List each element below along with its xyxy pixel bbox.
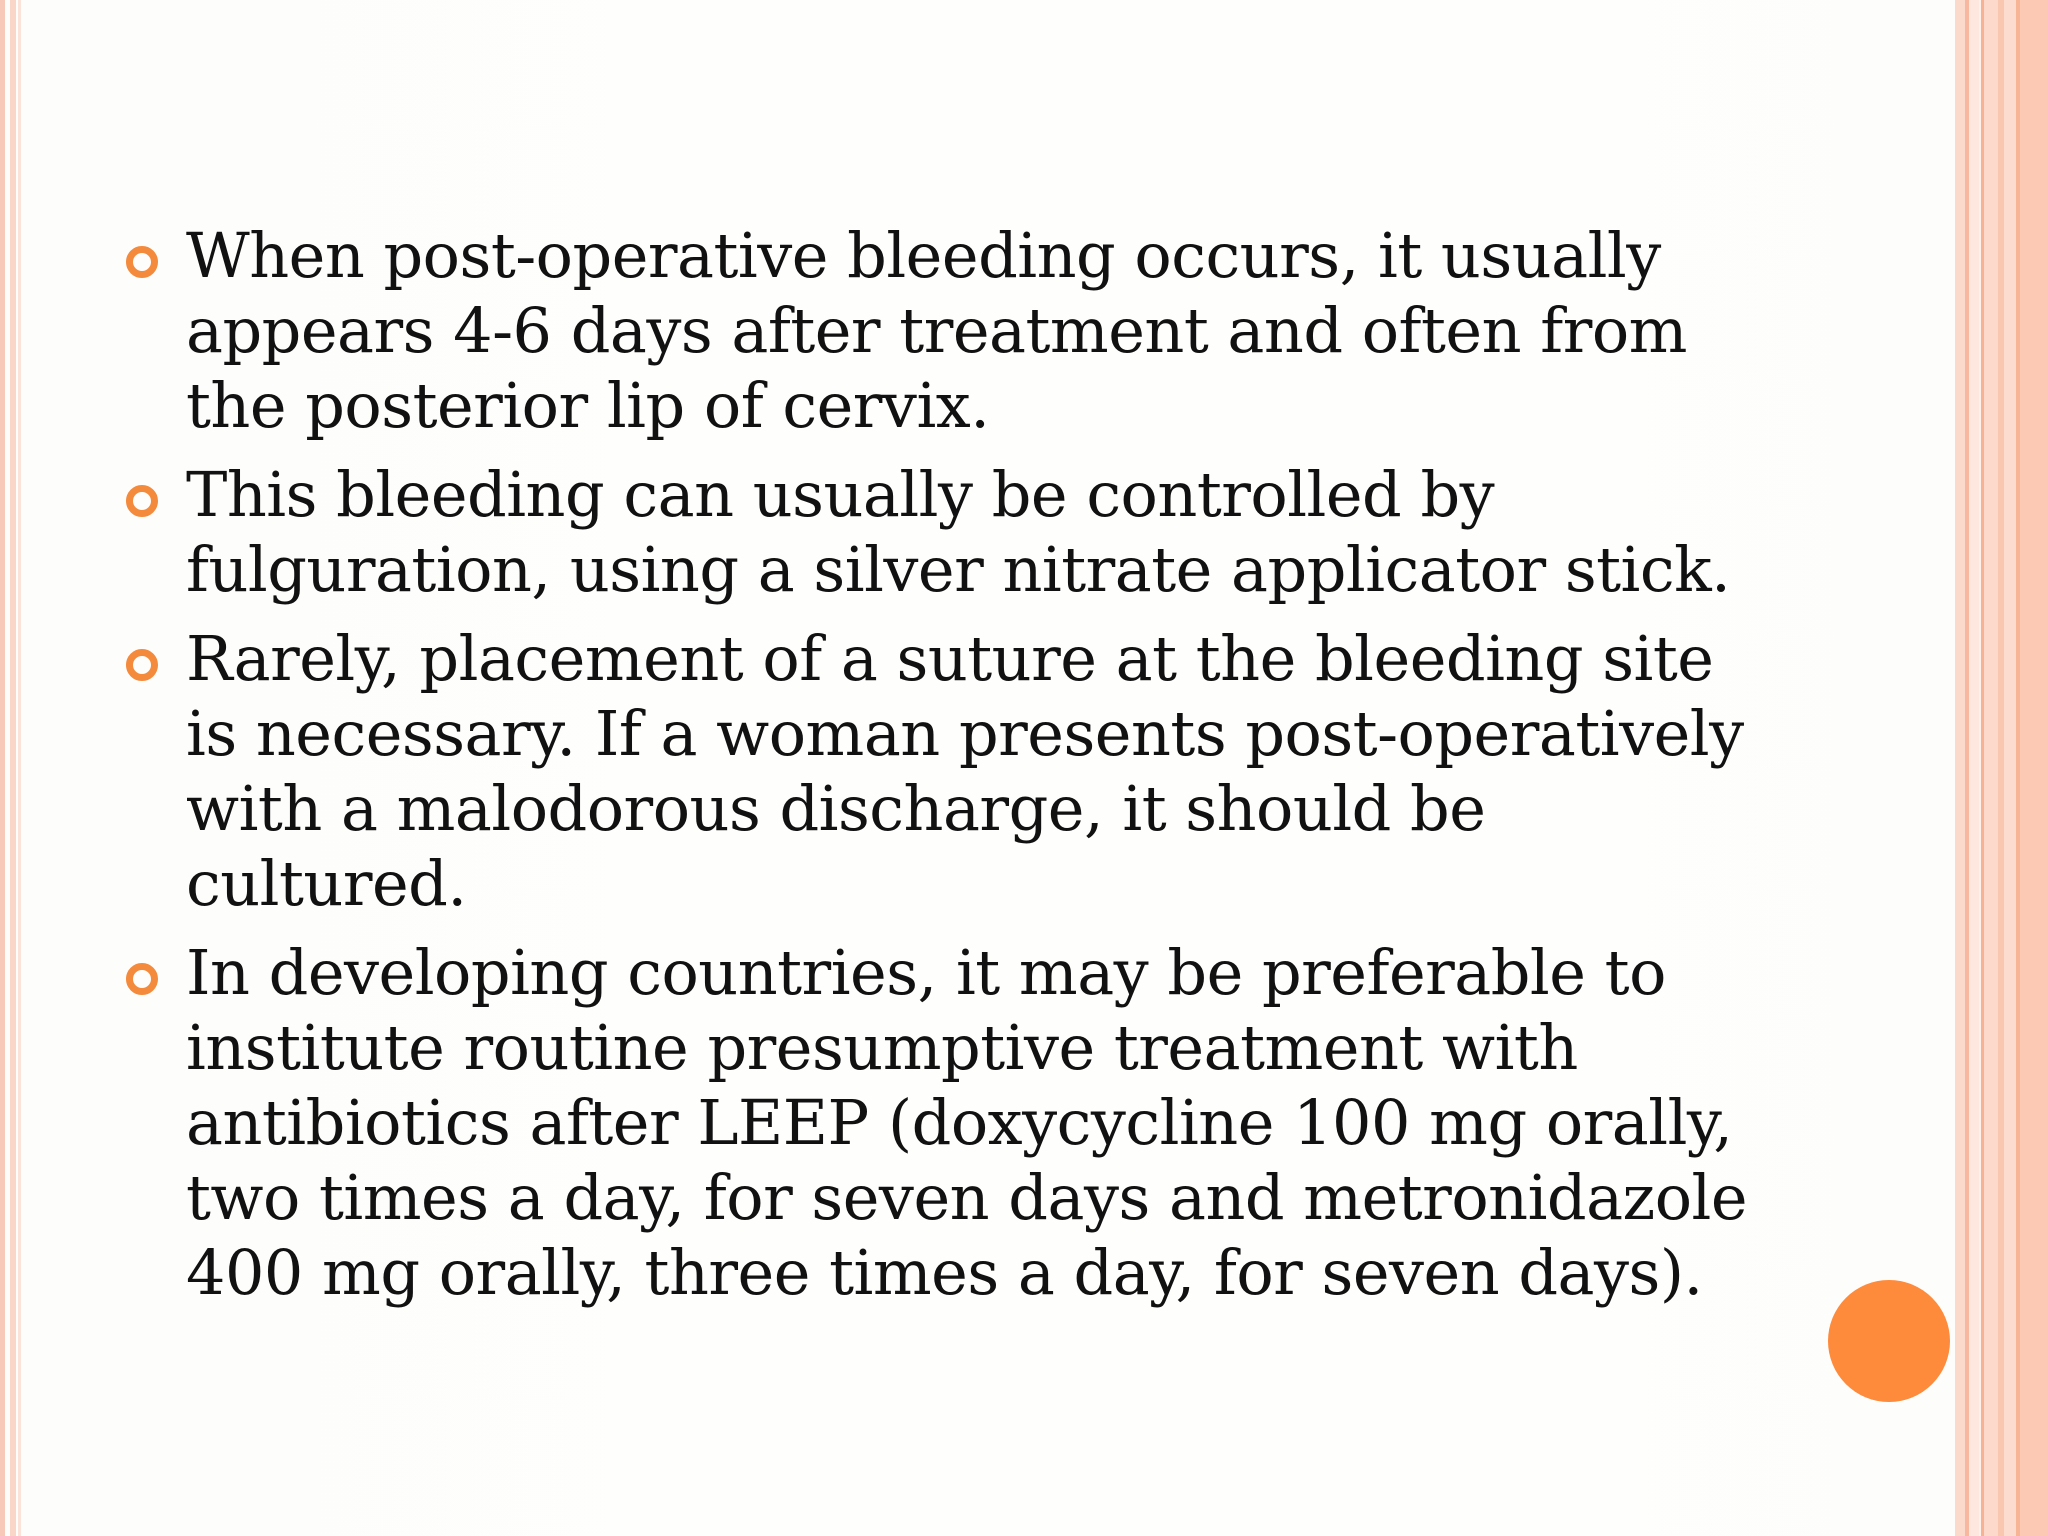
bullet-item-suture-placement <box>124 621 1764 921</box>
hollow-circle-bullet-icon <box>126 485 158 517</box>
bullet-item-post-operative-bleeding <box>124 218 1764 443</box>
left-border-stripe <box>0 0 5 1536</box>
right-border-stripe <box>1984 0 1998 1536</box>
bullet-item-antibiotics <box>124 935 1764 1310</box>
bullet-text: In developing countries, it may be preferable to institute routine presumptive treatment with antibiotics after LEEP (doxycycline 100 mg orally, two times a day, for seven days and metronidazole 400 mg orally, three times a day, for seven days). <box>186 936 1748 1309</box>
bullet-text: Rarely, placement of a suture at the bleeding site is necessary. If a woman presents post-operatively with a malodorous discharge, it should be cultured. <box>186 622 1744 920</box>
bullet-text: This bleeding can usually be controlled by fulguration, using a silver nitrate applicator stick. <box>186 458 1731 606</box>
right-border-stripe <box>1969 0 1979 1536</box>
left-border-stripe <box>10 0 16 1536</box>
right-border-stripe <box>1955 0 1965 1536</box>
hollow-circle-bullet-icon <box>126 963 158 995</box>
bullet-text: When post-operative bleeding occurs, it usually appears 4-6 days after treatment and often from the posterior lip of cervix. <box>186 219 1687 442</box>
hollow-circle-bullet-icon <box>126 649 158 681</box>
decorative-orange-circle <box>1828 1280 1950 1402</box>
right-border-stripe <box>2004 0 2016 1536</box>
right-border-stripe <box>2020 0 2048 1536</box>
bullet-list <box>124 218 1764 1324</box>
hollow-circle-bullet-icon <box>126 246 158 278</box>
left-border-stripe <box>18 0 21 1536</box>
bullet-item-fulguration <box>124 457 1764 607</box>
